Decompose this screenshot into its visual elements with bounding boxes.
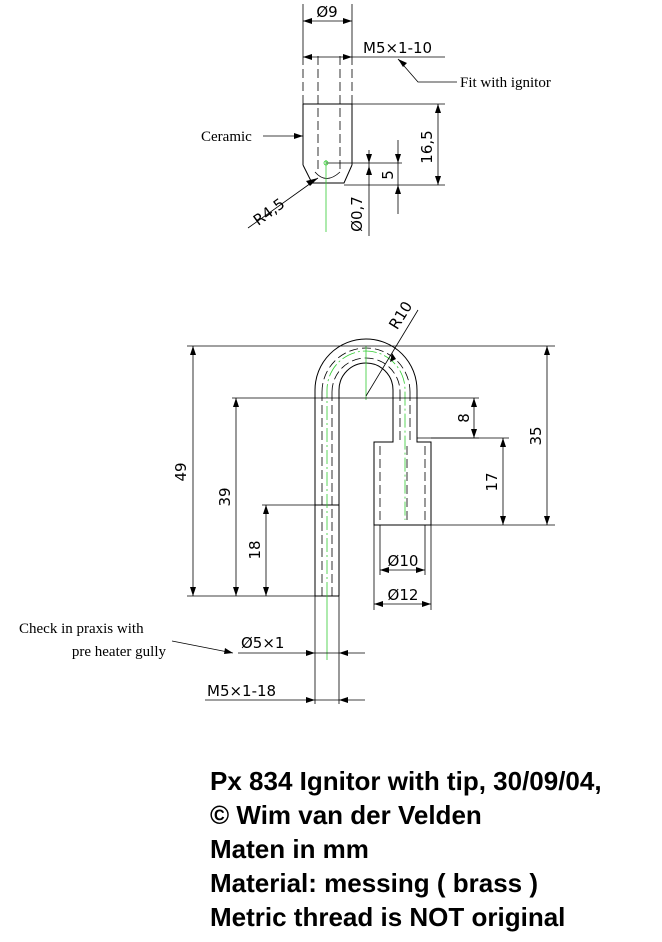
dim-thread-top: M5×1-10 — [363, 39, 433, 57]
dimension-r4-5 — [248, 178, 318, 229]
dimension-5 — [370, 140, 402, 214]
dim-thread-bottom: M5×1-18 — [207, 682, 277, 700]
title-line-1: Px 834 Ignitor with tip, 30/09/04, — [210, 766, 602, 796]
dim-8: 8 — [455, 413, 473, 423]
note-fit-with-ignitor: Fit with ignitor — [460, 75, 551, 91]
top-view — [201, 3, 551, 236]
dim-dia12: Ø12 — [387, 586, 419, 604]
dim-18: 18 — [246, 540, 264, 560]
leader-check-praxis — [19, 621, 233, 660]
dim-39: 39 — [216, 487, 234, 507]
leader-ceramic — [201, 129, 303, 145]
dim-17: 17 — [483, 472, 501, 492]
title-line-5: Metric thread is NOT original — [210, 902, 566, 932]
dim-5: 5 — [379, 170, 397, 180]
leader-fit-with-ignitor — [398, 59, 551, 91]
dim-dia0-7: Ø0,7 — [348, 196, 366, 232]
dim-dia9: Ø9 — [316, 3, 338, 21]
dim-r4-5: R4,5 — [249, 194, 289, 230]
dimension-49 — [172, 346, 555, 596]
dimension-dia9 — [303, 3, 352, 56]
title-line-2: © Wim van der Velden — [210, 800, 482, 830]
tip-cup — [374, 436, 431, 525]
dim-dia10: Ø10 — [387, 552, 419, 570]
dim-35: 35 — [527, 426, 545, 446]
title-line-4: Material: messing ( brass ) — [210, 868, 538, 898]
bottom-view — [19, 298, 555, 704]
dimension-thread-bottom — [205, 682, 365, 703]
dimension-8 — [417, 398, 479, 438]
tube-end-lines — [315, 596, 339, 704]
dimension-18 — [246, 505, 315, 596]
dim-r10: R10 — [385, 298, 417, 333]
dimension-thread-top — [303, 39, 445, 60]
dim-49: 49 — [172, 462, 190, 482]
dimension-tube — [238, 634, 365, 656]
title-line-3: Maten in mm — [210, 834, 369, 864]
dimension-dia12 — [374, 586, 431, 607]
note-check-line2: pre heater gully — [71, 644, 166, 660]
dimension-17 — [431, 438, 509, 525]
dimension-39 — [216, 398, 479, 596]
title-block — [210, 764, 660, 934]
dim-tube: Ø5×1 — [241, 634, 285, 652]
dimension-35 — [431, 346, 555, 525]
note-ceramic: Ceramic — [201, 129, 252, 145]
dim-16-5: 16,5 — [418, 130, 436, 164]
note-check-line1: Check in praxis with — [19, 621, 144, 637]
